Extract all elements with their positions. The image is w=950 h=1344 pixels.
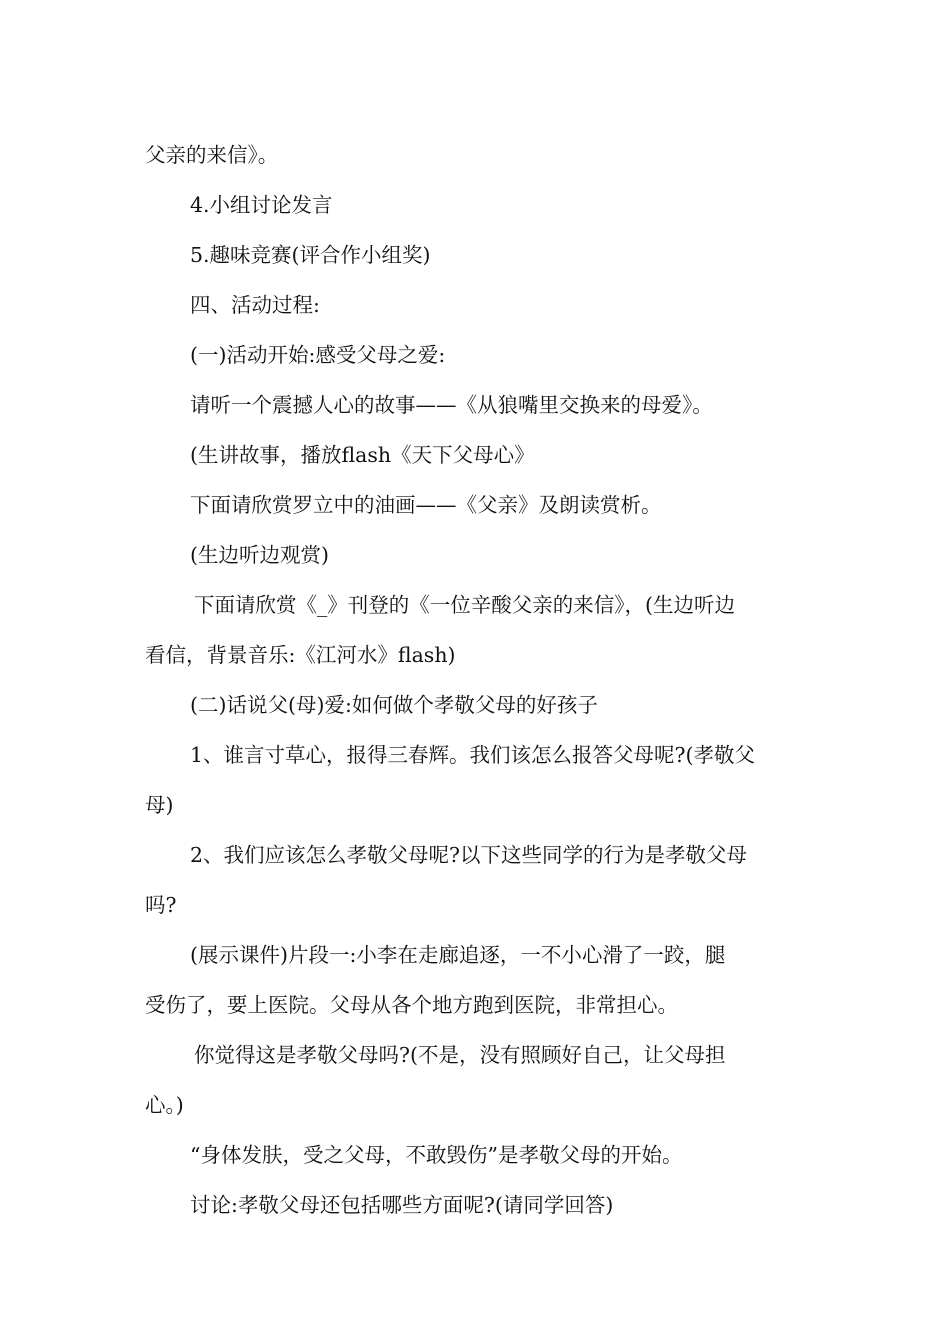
- text-line: 下面请欣赏《_》刊登的《一位辛酸父亲的来信》，(生边听边: [194, 593, 735, 617]
- text-line: (生边听边观赏): [190, 543, 329, 567]
- subsection-heading: (一)活动开始:感受父母之爱:: [190, 343, 446, 367]
- section-heading: 四、活动过程:: [190, 293, 320, 317]
- subsection-heading: (二)话说父(母)爱:如何做个孝敬父母的好孩子: [190, 693, 598, 717]
- text-line: (生讲故事，播放flash《天下父母心》: [190, 443, 535, 467]
- text-line: 你觉得这是孝敬父母吗?(不是，没有照顾好自己，让父母担: [194, 1043, 726, 1067]
- text-line: 吗?: [145, 893, 177, 917]
- document-body: [145, 130, 810, 1230]
- text-line: 1、谁言寸草心，报得三春辉。我们该怎么报答父母呢?(孝敬父: [190, 743, 756, 767]
- text-line: 母): [145, 793, 174, 817]
- text-line: (展示课件)片段一:小李在走廊追逐，一不小心滑了一跤，腿: [190, 943, 726, 967]
- text-line: 看信，背景音乐:《江河水》flash): [145, 643, 456, 667]
- text-line: 心。): [145, 1093, 184, 1117]
- text-line: 下面请欣赏罗立中的油画——《父亲》及朗读赏析。: [190, 493, 662, 517]
- text-line: 受伤了，要上医院。父母从各个地方跑到医院，非常担心。: [145, 993, 678, 1017]
- text-line: 2、我们应该怎么孝敬父母呢?以下这些同学的行为是孝敬父母: [190, 843, 748, 867]
- text-line: 请听一个震撼人心的故事——《从狼嘴里交换来的母爱》。: [190, 393, 713, 417]
- text-line: “身体发肤，受之父母，不敢毁伤”是孝敬父母的开始。: [190, 1143, 683, 1167]
- text-line: 4.小组讨论发言: [190, 193, 333, 217]
- text-line: 父亲的来信》。: [145, 143, 279, 167]
- text-line: 5.趣味竞赛(评合作小组奖): [190, 243, 431, 267]
- text-line: 讨论:孝敬父母还包括哪些方面呢?(请同学回答): [190, 1193, 614, 1217]
